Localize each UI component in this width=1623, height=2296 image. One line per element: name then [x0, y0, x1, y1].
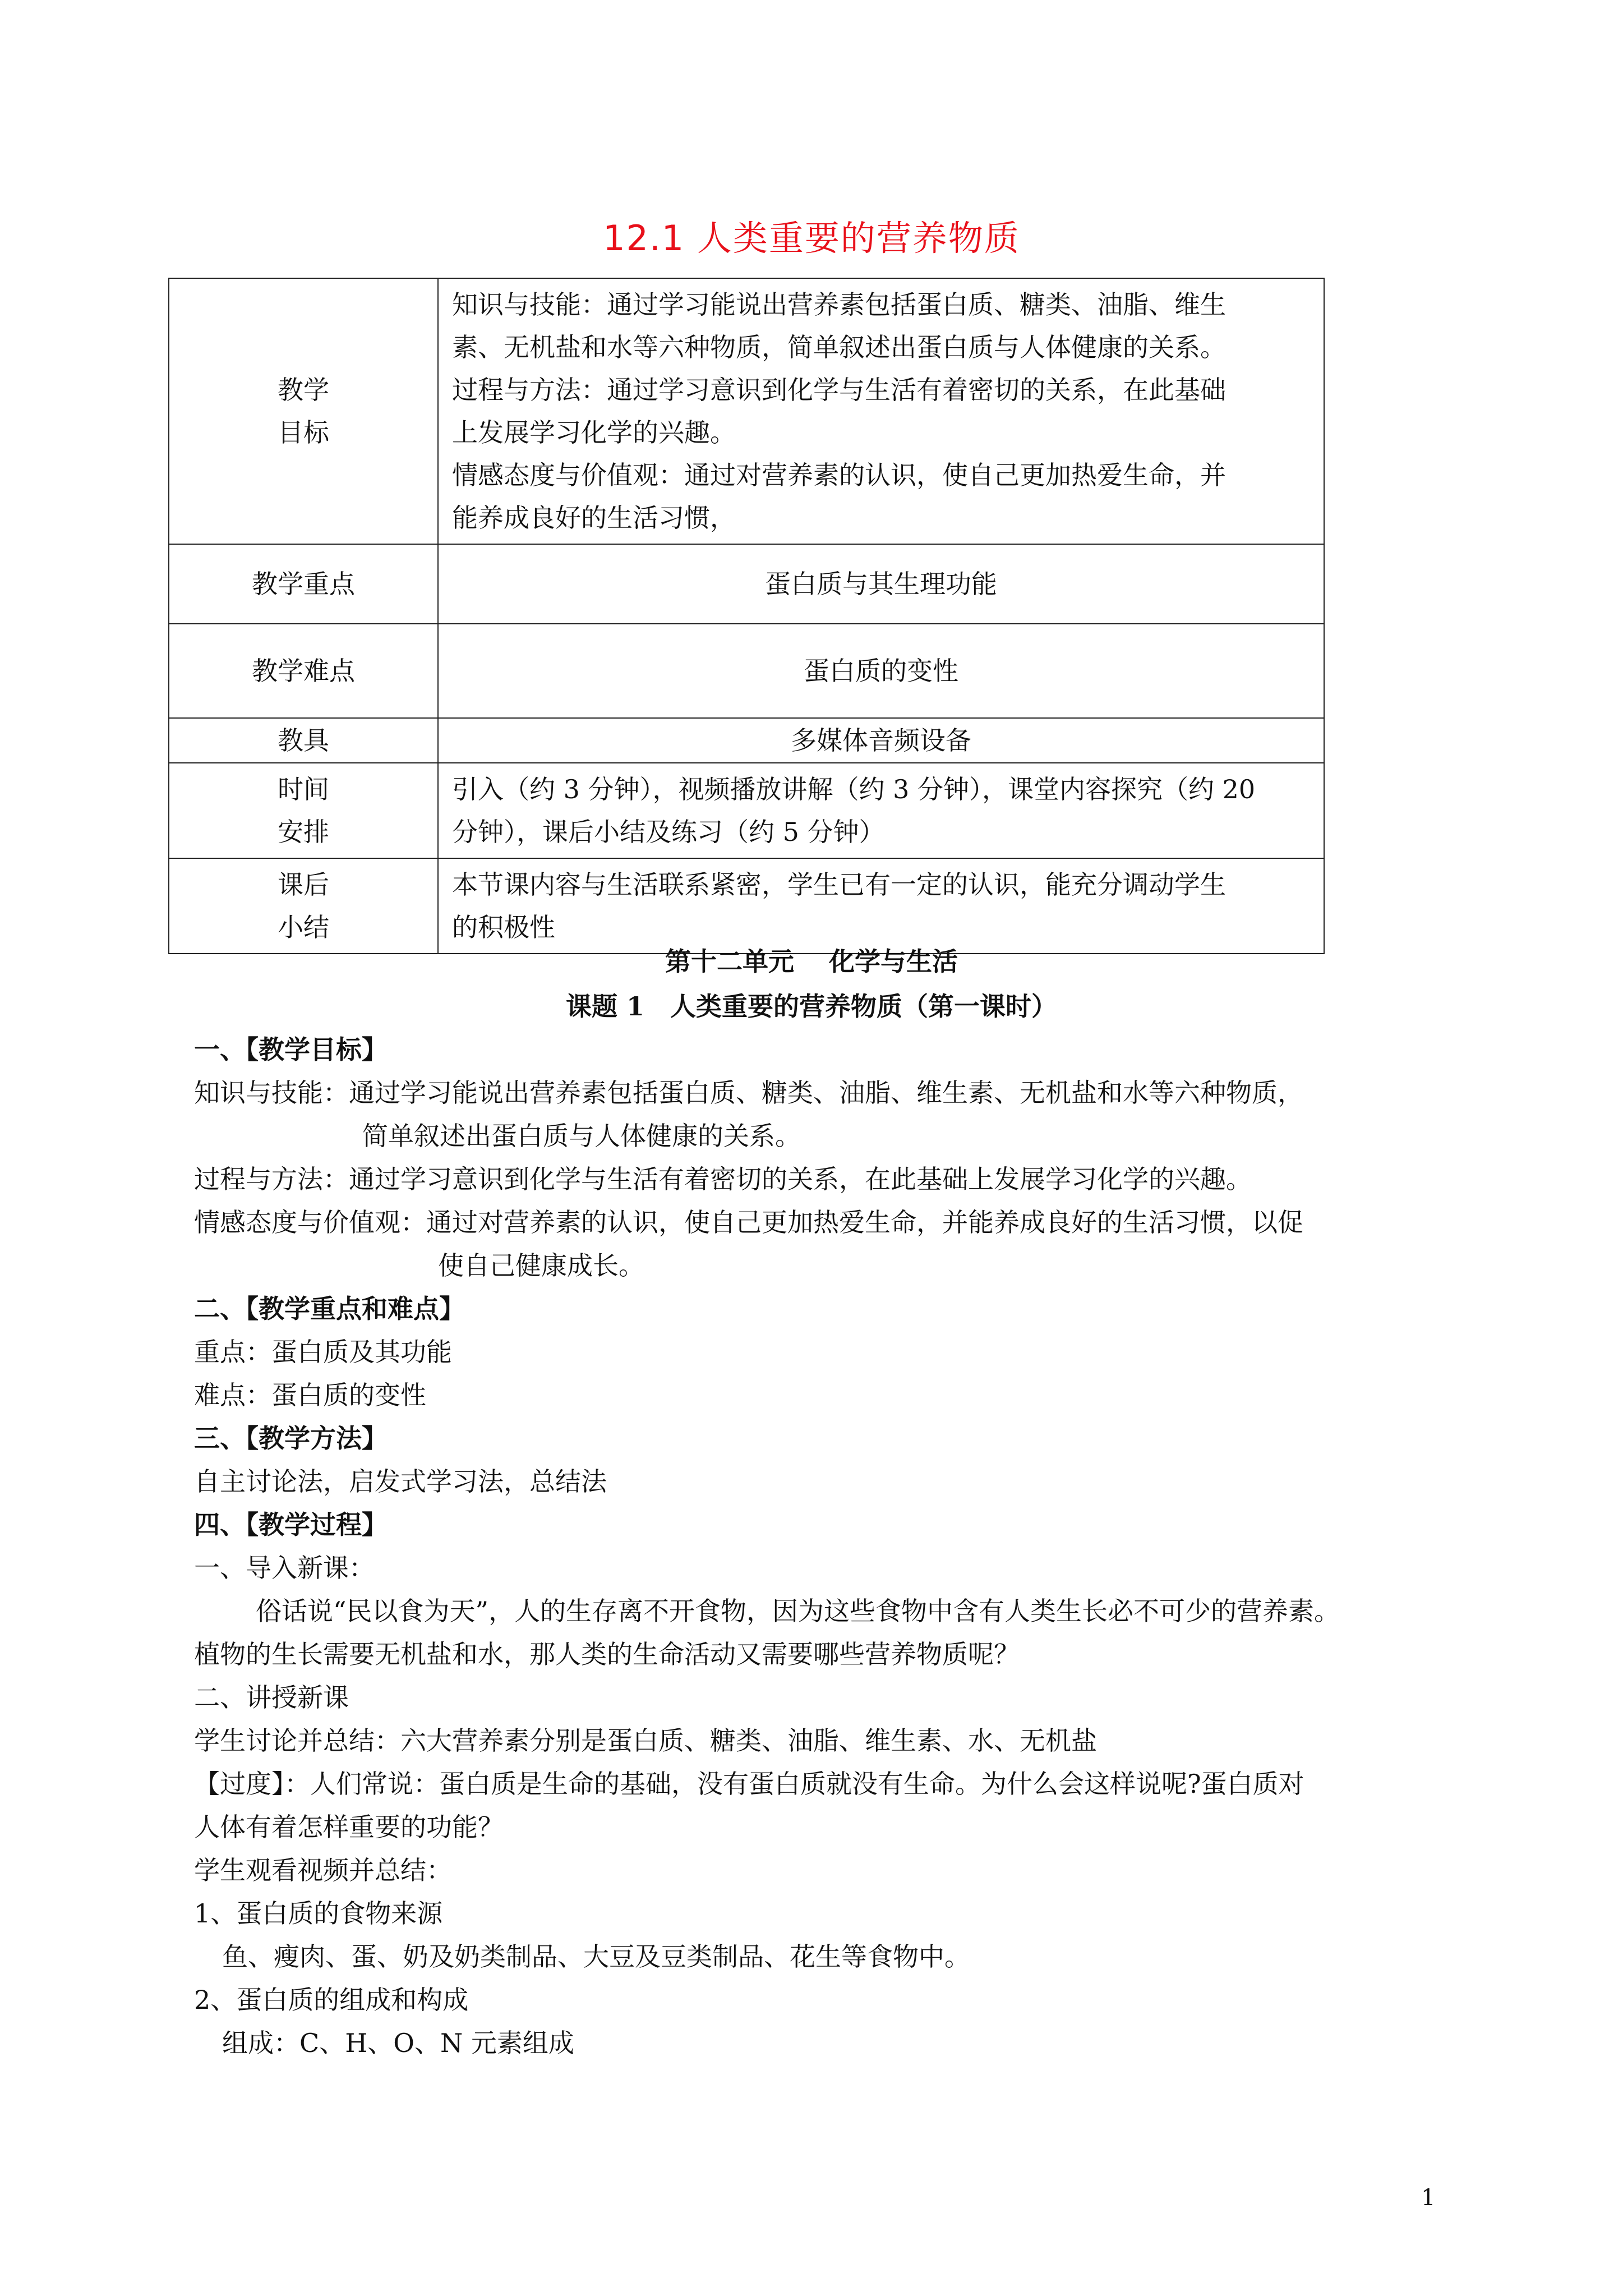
- summary-label-text: 课后 小结: [278, 869, 329, 942]
- section-heading: 三、【教学方法】: [194, 1423, 388, 1453]
- table-row-summary: [169, 858, 1324, 954]
- key-point-value: 蛋白质与其生理功能: [438, 544, 1324, 624]
- summary-line: 的积极性: [452, 912, 555, 942]
- body-line: 人体有着怎样重要的功能？: [194, 1812, 504, 1842]
- body-line: 植物的生长需要无机盐和水，那人类的生命活动又需要哪些营养物质呢？: [194, 1639, 1020, 1669]
- key-point-label: 教学重点: [169, 544, 438, 624]
- lesson-body: [194, 991, 1456, 2065]
- goal-line: 能养成良好的生活习惯，: [452, 503, 736, 533]
- unit-heading: 第十二单元 化学与生活: [665, 946, 958, 977]
- goal-line: 知识与技能：通过学习能说出营养素包括蛋白质、糖类、油脂、维生: [452, 289, 1226, 320]
- body-line: 情感态度与价值观：通过对营养素的认识，使自己更加热爱生命，并能养成良好的生活习惯，以促: [194, 1207, 1303, 1237]
- time-label: [169, 763, 438, 858]
- section-heading: 四、【教学过程】: [194, 1510, 388, 1540]
- body-line: 1、蛋白质的食物来源: [194, 1898, 443, 1929]
- goal-line: 素、无机盐和水等六种物质，简单叙述出蛋白质与人体健康的关系。: [452, 332, 1226, 362]
- body-line: 学生讨论并总结：六大营养素分别是蛋白质、糖类、油脂、维生素、水、无机盐: [194, 1726, 1097, 1756]
- body-line: 【过度】：人们常说：蛋白质是生命的基础，没有蛋白质就没有生命。为什么会这样说呢?蛋白质对: [194, 1769, 1304, 1799]
- body-line: 一、导入新课：: [194, 1553, 375, 1583]
- lesson-heading: 课题 1 人类重要的营养物质（第一课时）: [565, 991, 1058, 1022]
- summary-label: [169, 858, 438, 954]
- section-heading: 一、【教学目标】: [194, 1034, 388, 1065]
- time-line: 分钟），课后小结及练习（约 5 分钟）: [452, 817, 885, 847]
- lesson-plan-table: [168, 278, 1325, 954]
- body-line: 简单叙述出蛋白质与人体健康的关系。: [362, 1121, 801, 1151]
- time-line: 引入（约 3 分钟），视频播放讲解（约 3 分钟），课堂内容探究（约 20: [452, 774, 1256, 804]
- body-line: 自主讨论法，启发式学习法，总结法: [194, 1466, 607, 1497]
- body-line: 知识与技能：通过学习能说出营养素包括蛋白质、糖类、油脂、维生素、无机盐和水等六种物质，: [194, 1078, 1303, 1108]
- goal-line: 过程与方法：通过学习意识到化学与生活有着密切的关系，在此基础: [452, 375, 1226, 405]
- body-line: 过程与方法：通过学习意识到化学与生活有着密切的关系，在此基础上发展学习化学的兴趣。: [194, 1164, 1252, 1194]
- table-row-goals: [169, 278, 1324, 544]
- table-row-tools: [169, 718, 1324, 763]
- tools-value: 多媒体音频设备: [438, 718, 1324, 763]
- body-line: 鱼、瘦肉、蛋、奶及奶类制品、大豆及豆类制品、花生等食物中。: [222, 1941, 970, 1972]
- time-value: [438, 763, 1324, 858]
- summary-line: 本节课内容与生活联系紧密，学生已有一定的认识，能充分调动学生: [452, 869, 1226, 900]
- body-line: 组成：C、H、O、N 元素组成: [222, 2028, 574, 2058]
- document-title: 12.1 人类重要的营养物质: [603, 218, 1020, 259]
- summary-value: [438, 858, 1324, 954]
- body-line: 俗话说“民以食为天”，人的生存离不开食物，因为这些食物中含有人类生长必不可少的营养素。: [256, 1596, 1340, 1626]
- table-row-difficulty: [169, 624, 1324, 718]
- table-row-time: [169, 763, 1324, 858]
- body-line: 2、蛋白质的组成和构成: [194, 1985, 469, 2015]
- difficulty-value: 蛋白质的变性: [438, 624, 1324, 718]
- table-row-key-point: [169, 544, 1324, 624]
- time-label-text: 时间 安排: [278, 774, 329, 847]
- body-line: 难点：蛋白质的变性: [194, 1380, 426, 1410]
- goal-line: 上发展学习化学的兴趣。: [452, 417, 736, 448]
- goal-line: 情感态度与价值观：通过对营养素的认识，使自己更加热爱生命，并: [452, 460, 1226, 490]
- tools-label: 教具: [169, 718, 438, 763]
- body-line: 使自己健康成长。: [438, 1250, 644, 1281]
- difficulty-label: 教学难点: [169, 624, 438, 718]
- goal-label: [169, 278, 438, 544]
- goal-label-text: 教学 目标: [278, 375, 329, 448]
- page-number: 1: [1421, 2185, 1436, 2211]
- body-line: 重点：蛋白质及其功能: [194, 1337, 452, 1367]
- body-line: 学生观看视频并总结：: [194, 1855, 452, 1885]
- body-line: 二、讲授新课: [194, 1682, 349, 1713]
- goal-value: [438, 278, 1324, 544]
- section-heading: 二、【教学重点和难点】: [194, 1294, 465, 1324]
